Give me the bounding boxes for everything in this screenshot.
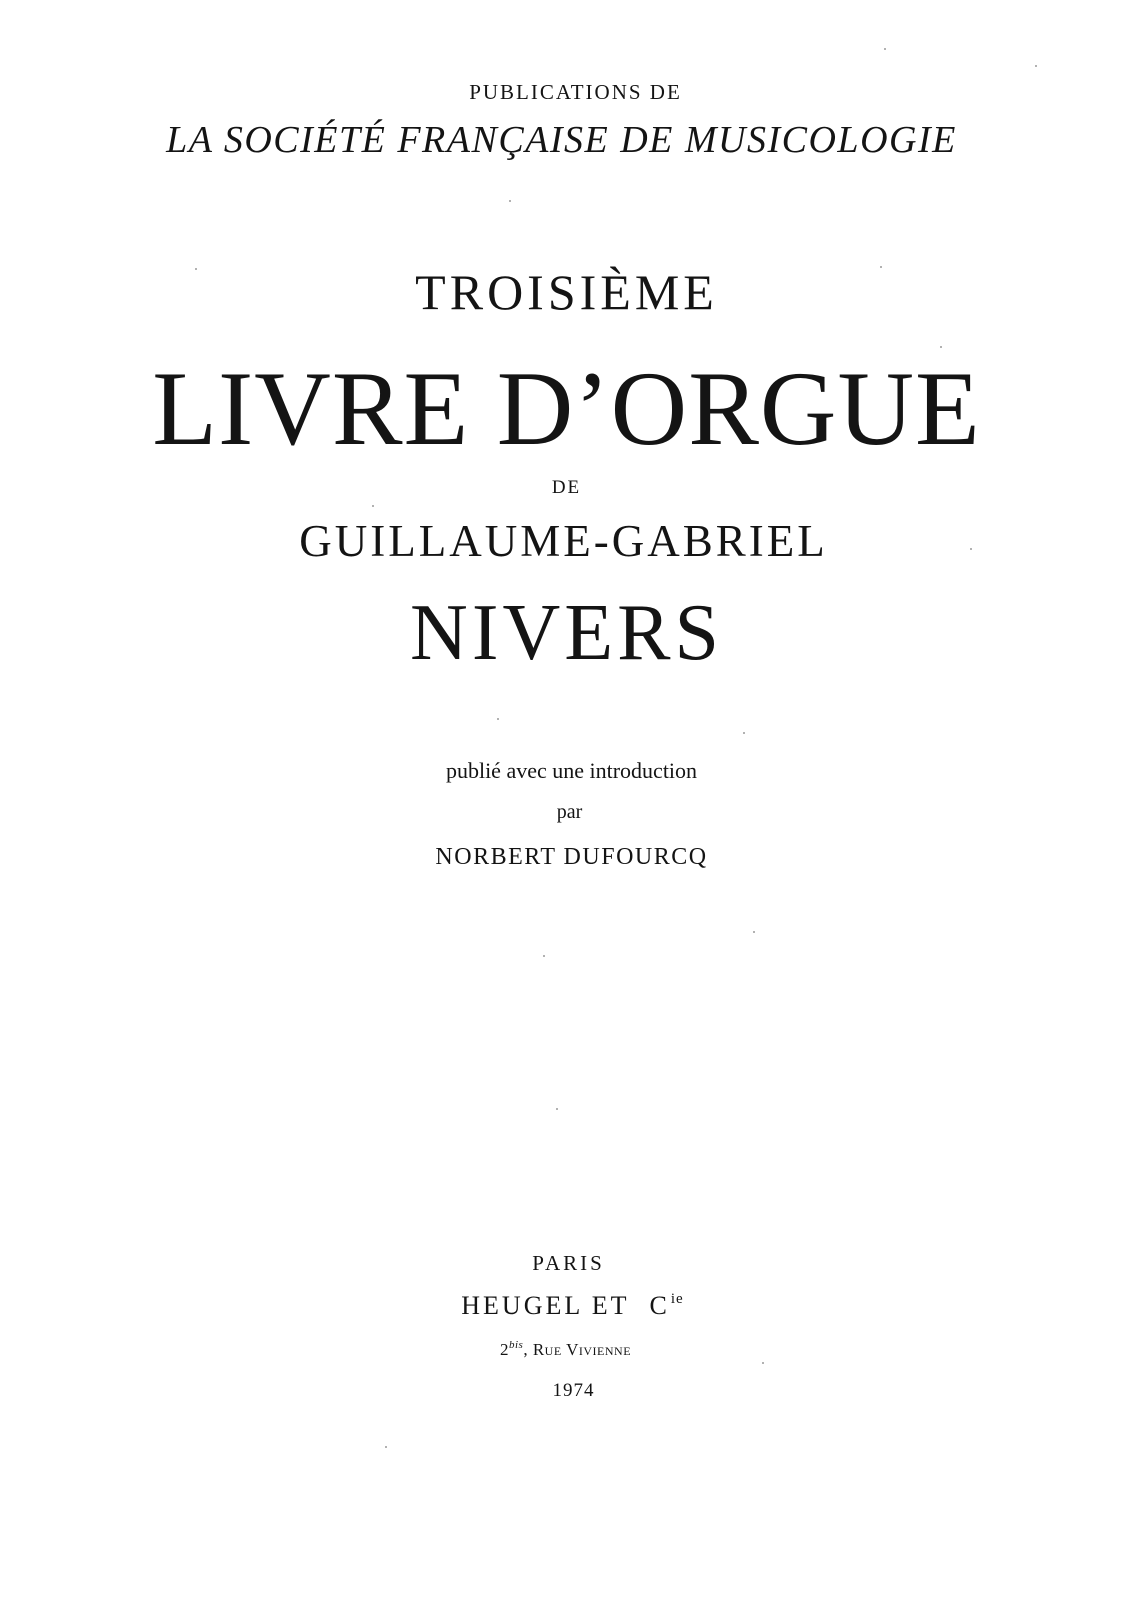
imprint-year: 1974: [552, 1380, 595, 1401]
imprint-address: [0, 1340, 1131, 1358]
editor-intro: publié avec une introduction: [445, 758, 698, 783]
editor-name: NORBERT DUFOURCQ: [435, 844, 708, 870]
scan-speck: [940, 346, 942, 348]
scan-speck: [509, 200, 511, 202]
address-number-superscript: bis: [508, 1339, 524, 1351]
imprint-city: PARIS: [532, 1251, 605, 1275]
scan-speck: [753, 931, 755, 933]
book-title: LIVRE D’ORGUE: [152, 350, 981, 467]
address-number: 2: [499, 1340, 509, 1359]
scan-speck: [970, 548, 972, 550]
address-street: , Rue Vivienne: [523, 1340, 632, 1359]
author-given-names: GUILLAUME-GABRIEL: [299, 516, 828, 566]
scan-speck: [556, 1108, 558, 1110]
series-label: PUBLICATIONS DE: [469, 80, 682, 104]
society-name: LA SOCIÉTÉ FRANÇAISE DE MUSICOLOGIE: [166, 119, 957, 161]
publisher-company: C: [649, 1291, 670, 1320]
scan-speck: [385, 1446, 387, 1448]
scan-speck: [884, 48, 886, 50]
publisher-company-superscript: ie: [670, 1291, 684, 1307]
scan-speck: [497, 718, 499, 720]
publisher-name: HEUGEL ET: [461, 1291, 630, 1320]
scan-speck: [372, 505, 374, 507]
scan-speck: [1035, 65, 1037, 67]
scan-speck: [195, 268, 197, 270]
title-preposition: DE: [551, 477, 582, 498]
scan-speck: [762, 1362, 764, 1364]
scan-speck: [543, 955, 545, 957]
scan-speck: [880, 266, 882, 268]
editor-by: par: [556, 801, 583, 823]
author-surname: NIVERS: [410, 589, 723, 677]
title-ordinal: TROISIÈME: [415, 264, 718, 320]
scan-speck: [743, 732, 745, 734]
imprint-publisher: [7, 1292, 1131, 1319]
